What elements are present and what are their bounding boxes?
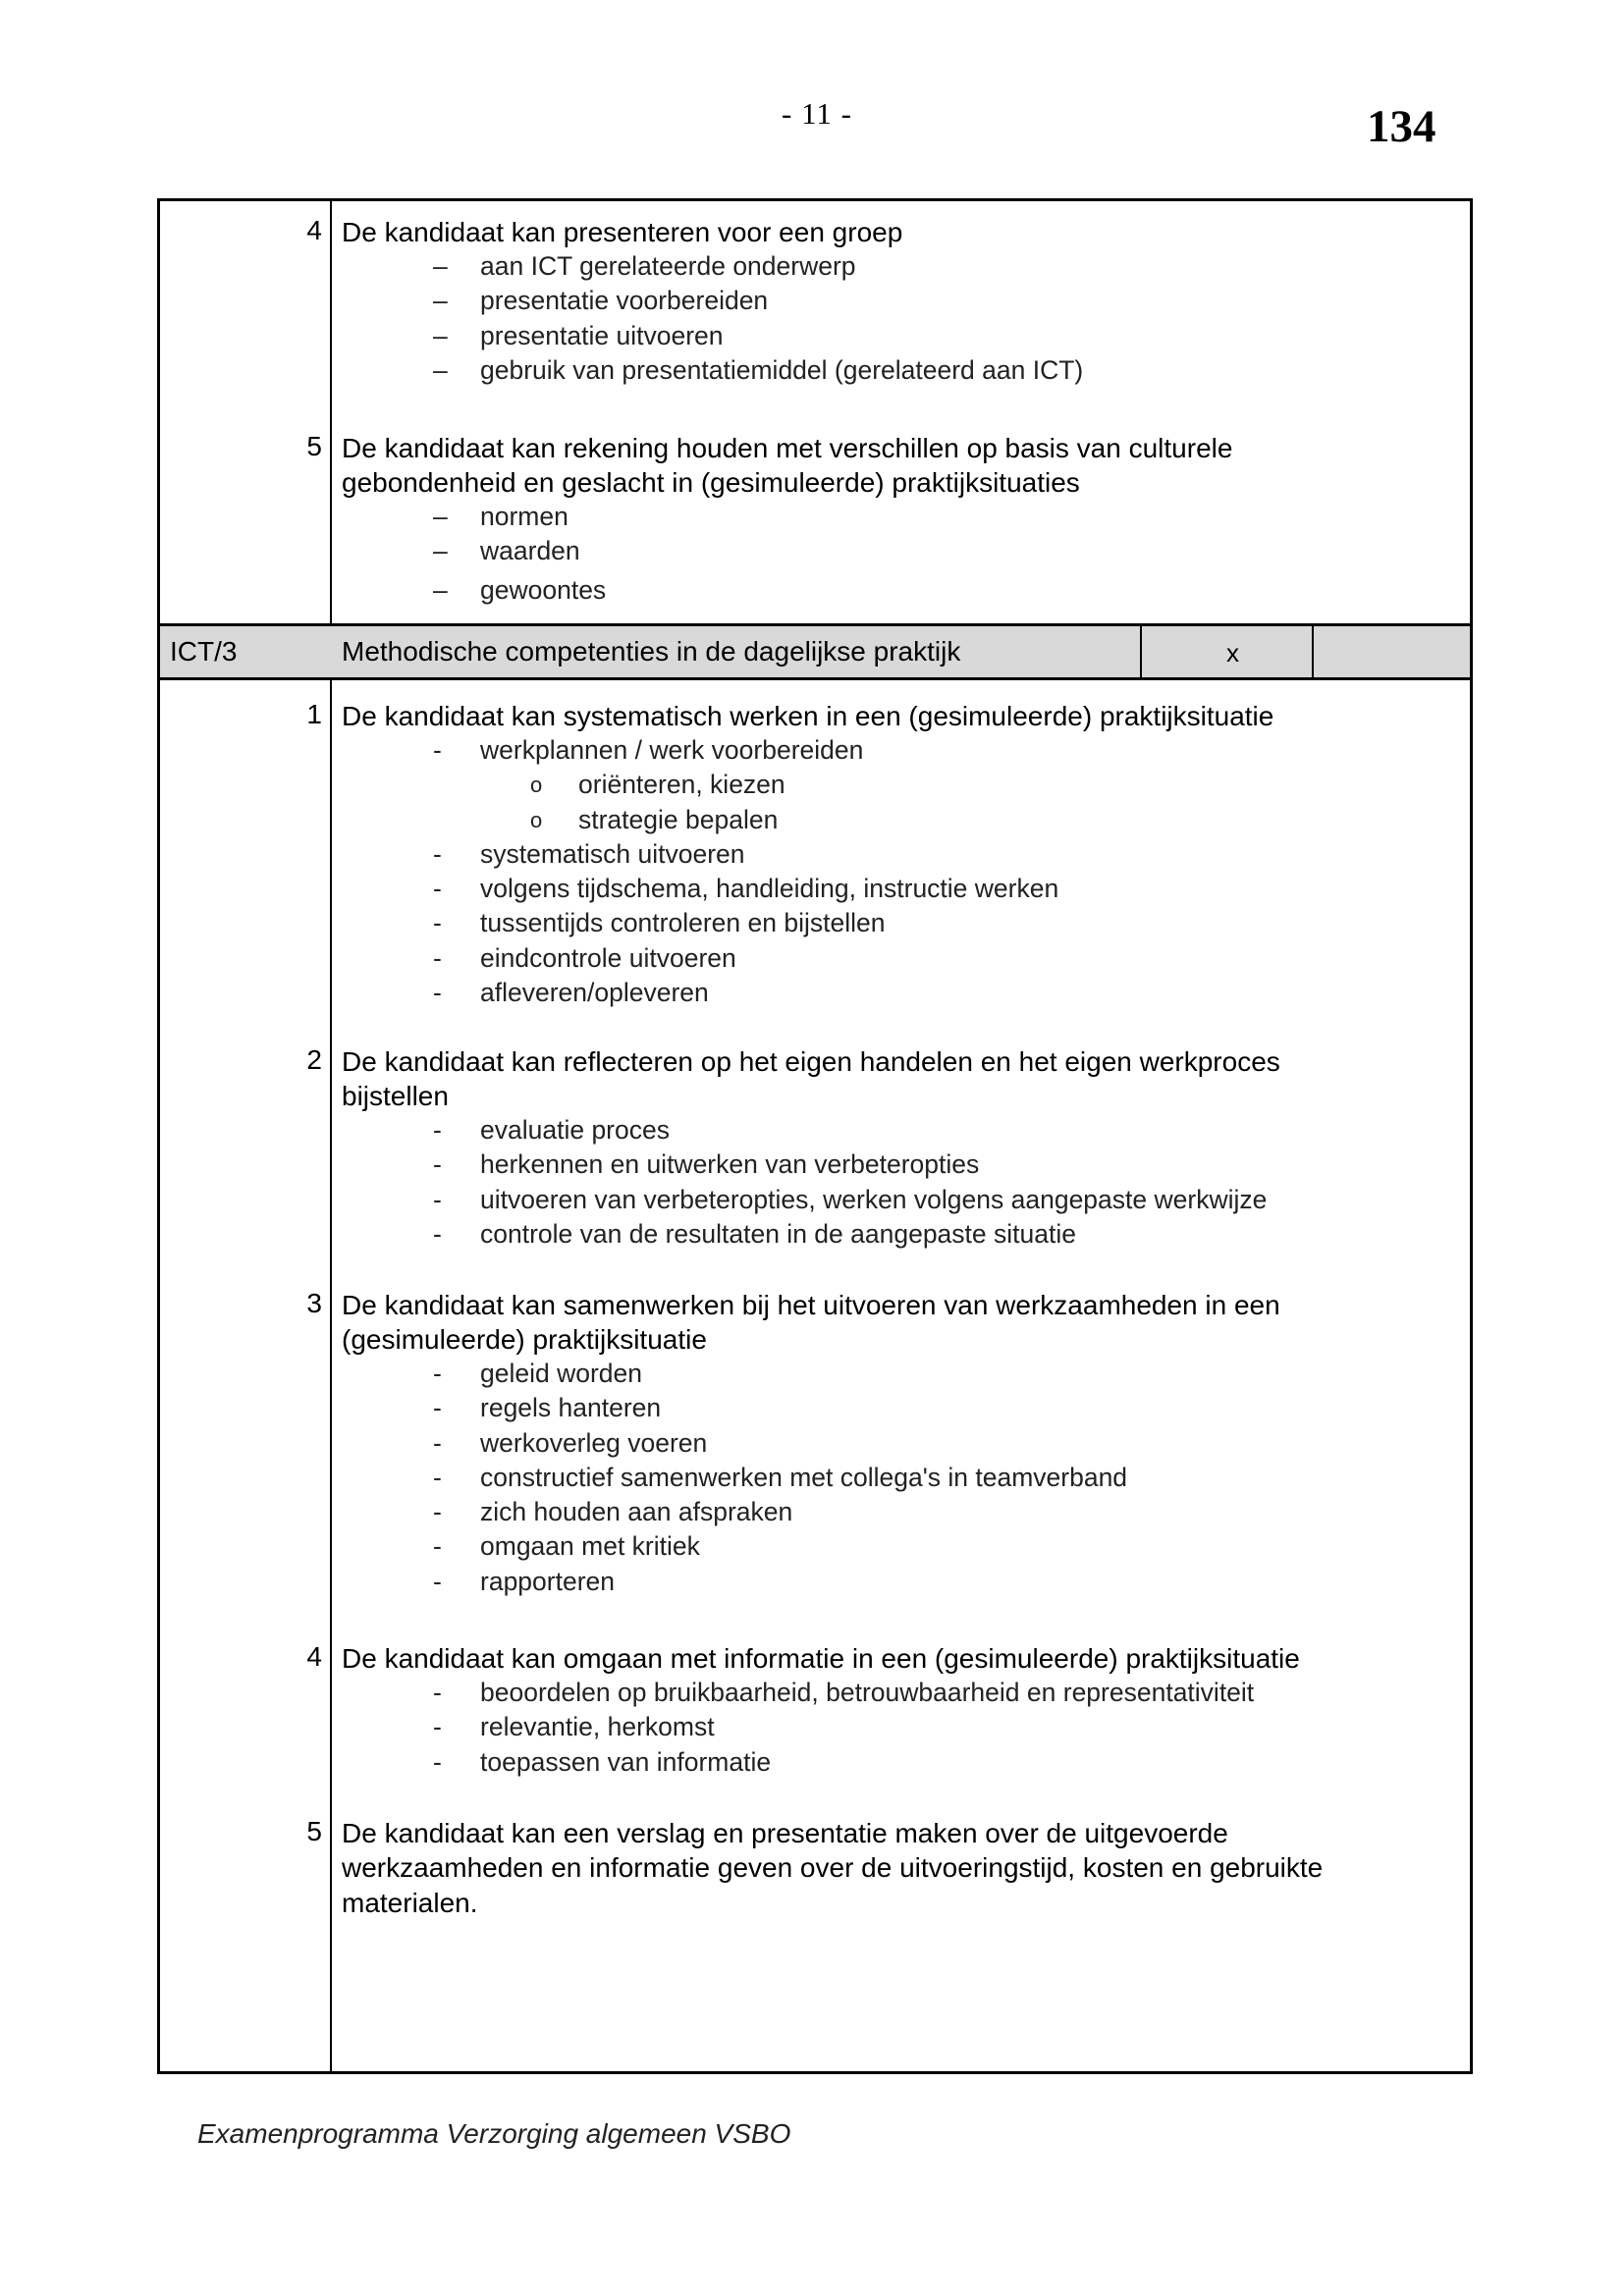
bullet-item: - geleid worden	[342, 1357, 1441, 1391]
bullet-item: – waarden	[342, 534, 1441, 568]
competency-table	[157, 198, 1473, 2074]
item-number: 5	[306, 431, 322, 461]
bullet-item: – gebruik van presentatiemiddel (gerelateerd aan ICT)	[342, 353, 1441, 388]
bullet-item: - beoordelen op bruikbaarheid, betrouwbaarheid en representativiteit	[342, 1676, 1441, 1710]
item-bullets	[342, 1113, 1441, 1252]
bullet-item: - evaluatie proces	[342, 1113, 1441, 1148]
page-number: - 11 -	[782, 96, 852, 131]
dash-bullet-icon: –	[433, 536, 448, 566]
dash-bullet-icon: –	[433, 251, 448, 281]
bullet-item: - uitvoeren van verbeteropties, werken volgens aangepaste werkwijze	[342, 1183, 1441, 1217]
item-statement: De kandidaat kan samenwerken bij het uitvoeren van werkzaamheden in een (gesimuleerde) praktijksituatie	[342, 1290, 1280, 1356]
bullet-item: - omgaan met kritiek	[342, 1529, 1441, 1564]
bullet-item: - rapporteren	[342, 1565, 1441, 1599]
circle-bullet-icon: o	[530, 773, 543, 798]
item-number: 4	[306, 1641, 322, 1672]
item-number: 5	[306, 1816, 322, 1846]
dash-bullet-icon: –	[433, 574, 448, 605]
hyphen-bullet-icon: -	[433, 1393, 442, 1423]
bullet-item: - regels hanteren	[342, 1391, 1441, 1425]
item-number: 3	[306, 1288, 322, 1318]
bullet-item: - afleveren/opleveren	[342, 976, 1441, 1010]
bullet-item: - herkennen en uitwerken van verbeteropties	[342, 1148, 1441, 1182]
dash-bullet-icon: –	[433, 320, 448, 350]
bullet-item: - eindcontrole uitvoeren	[342, 941, 1441, 976]
hyphen-bullet-icon: -	[433, 838, 442, 869]
hyphen-bullet-icon: -	[433, 1531, 442, 1562]
item-statement: De kandidaat kan systematisch werken in een (gesimuleerde) praktijksituatie	[342, 701, 1274, 731]
bullet-item: - werkoverleg voeren	[342, 1426, 1441, 1461]
hyphen-bullet-icon: -	[433, 1184, 442, 1214]
bullet-item: – presentatie voorbereiden	[342, 284, 1441, 318]
dash-bullet-icon: –	[433, 286, 448, 316]
document-number: 134	[1367, 101, 1436, 152]
column-divider	[1140, 626, 1142, 677]
bullet-item: - relevantie, herkomst	[342, 1710, 1441, 1744]
hyphen-bullet-icon: -	[433, 874, 442, 904]
hyphen-bullet-icon: -	[433, 1359, 442, 1388]
hyphen-bullet-icon: -	[433, 978, 442, 1008]
sub-bullet-item: o strategie bepalen	[342, 803, 1441, 837]
hyphen-bullet-icon: -	[433, 942, 442, 973]
footer-text: Examenprogramma Verzorging algemeen VSBO	[197, 2118, 791, 2149]
hyphen-bullet-icon: -	[433, 1678, 442, 1707]
bullet-item: - volgens tijdschema, handleiding, instructie werken	[342, 872, 1441, 906]
item-number: 4	[306, 215, 322, 245]
item-statement: De kandidaat kan reflecteren op het eigen handelen en het eigen werkproces bijstellen	[342, 1046, 1280, 1112]
hyphen-bullet-icon: -	[433, 1427, 442, 1458]
item-bullets	[342, 733, 1441, 1010]
column-divider	[1312, 626, 1314, 677]
bullet-item: – presentatie uitvoeren	[342, 319, 1441, 353]
dash-bullet-icon: –	[433, 502, 448, 531]
section-title: Methodische competenties in de dagelijkse praktijk	[342, 636, 961, 667]
bullet-item: - systematisch uitvoeren	[342, 837, 1441, 872]
hyphen-bullet-icon: -	[433, 1746, 442, 1777]
circle-bullet-icon: o	[530, 807, 543, 832]
hyphen-bullet-icon: -	[433, 1566, 442, 1596]
item-bullets	[342, 1357, 1441, 1599]
hyphen-bullet-icon: -	[433, 1462, 442, 1492]
bullet-item: – normen	[342, 500, 1441, 534]
item-statement: De kandidaat kan rekening houden met verschillen op basis van culturele gebondenheid en geslacht in (gesimuleerde) praktijksituaties	[342, 433, 1233, 499]
section-header-row	[160, 623, 1470, 680]
dash-bullet-icon: –	[433, 354, 448, 385]
bullet-item: – gewoontes	[342, 573, 1441, 608]
item-bullets	[342, 249, 1441, 388]
item-bullets	[342, 1676, 1441, 1780]
bullet-item: - zich houden aan afspraken	[342, 1495, 1441, 1529]
bullet-item: - constructief samenwerken met collega's in teamverband	[342, 1461, 1441, 1495]
bullet-item: - toepassen van informatie	[342, 1745, 1441, 1780]
item-statement: De kandidaat kan presenteren voor een groep	[342, 217, 903, 247]
hyphen-bullet-icon: -	[433, 908, 442, 938]
section-mark: x	[1226, 638, 1239, 667]
bullet-item: - werkplannen / werk voorbereiden	[342, 733, 1441, 768]
item-statement: De kandidaat kan een verslag en presentatie maken over de uitgevoerde werkzaamheden en informatie geven over de uitvoeringstijd, kosten en gebruikte materialen.	[342, 1818, 1324, 1918]
item-statement: De kandidaat kan omgaan met informatie in een (gesimuleerde) praktijksituatie	[342, 1643, 1300, 1674]
bullet-item: - tussentijds controleren en bijstellen	[342, 906, 1441, 940]
number-column-divider	[330, 201, 332, 2071]
hyphen-bullet-icon: -	[433, 1218, 442, 1249]
sub-bullet-item: o oriënteren, kiezen	[342, 768, 1441, 802]
bullet-item: - controle van de resultaten in de aangepaste situatie	[342, 1217, 1441, 1252]
hyphen-bullet-icon: -	[433, 1497, 442, 1527]
bullet-item: – aan ICT gerelateerde onderwerp	[342, 249, 1441, 284]
item-bullets	[342, 500, 1441, 608]
hyphen-bullet-icon: -	[433, 1712, 442, 1742]
item-number: 2	[306, 1044, 322, 1075]
hyphen-bullet-icon: -	[433, 1115, 442, 1145]
hyphen-bullet-icon: -	[433, 735, 442, 765]
item-number: 1	[306, 699, 322, 729]
hyphen-bullet-icon: -	[433, 1149, 442, 1180]
section-code: ICT/3	[170, 636, 238, 667]
